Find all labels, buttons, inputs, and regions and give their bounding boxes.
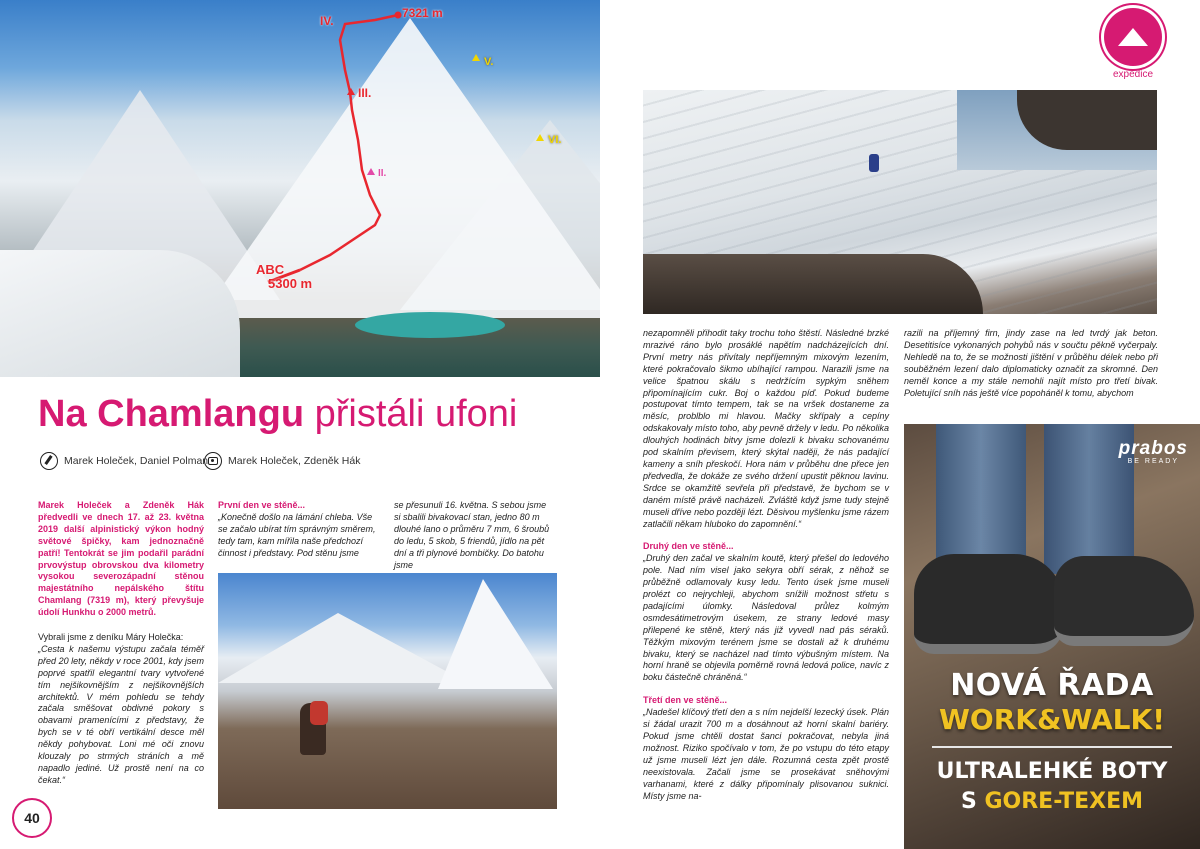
summit-altitude-label: 7321 m xyxy=(402,6,443,20)
rock-outcrop xyxy=(1017,90,1157,150)
ama-dablam-peak xyxy=(438,579,553,689)
day1-continued: nezapomněli přihodit taky trochu toho štěstí. Následné brzké mrazivé ráno bylo prosáklé napětím nadcházejících dní. První metry nás přivítaly nepříjemným mixovým lezením, které pokračovalo šikmo ubíhající rampou. Narazili jsme na velice špatnou skálu s nedržícím sypkým sněhem připomínajícím cukr. Boj o každou píď. Pokud budeme postupovat tímto tempem, tak se na vršek dostaneme za měsíc, problblo mi hlavou. Mačky skřípaly a cepíny odskakovaly místo toho, aby pevně držely v ledu. Po několika dlouhých hodinách bitvy jsme dolezli k bivaku schovanému pod skalním převisem, který skýtal naději, že nás padající kameny a sníh přeskočí. Hora nám v průběhu dne přece jen předvedla, že dokáže ze svého držení upustit pěknou lavinu. Srdce se okamžitě sevřela při představě, že bychom se v daném místě právě nacházeli. Zvláště když jsme tudy stejně museli dříve nebo později lézt. Děsivou myšlenku jsme rázem zatlačili někam hluboko do zapomnění.“ xyxy=(643,328,889,529)
camp-label-iv: IV. xyxy=(320,14,334,28)
pen-icon xyxy=(40,452,58,470)
right-column-2: razili na příjemný firn, jindy zase na led tvrdý jak beton. Desetitisíce vykonaných pohybů nás v součtu pěkně vyčerpaly. Nehledě na to, že se možnosti jištění v průběhu délek nebo při souběžném lezení dalo diplomaticky označit za skromné. Den neměl konce a my stále nemohli najít místo pro třetí bivak. Poletující sníh nás ještě více popoháněl k tomu, abychom xyxy=(904,328,1158,398)
approach-trek-photo xyxy=(218,573,557,809)
title-bold: Na Chamlangu xyxy=(38,393,305,435)
ad-subline-1: ULTRALEHKÉ BOTY xyxy=(936,759,1168,784)
author-credit xyxy=(40,452,208,470)
day3-text: „Nadešel klíčový třetí den a s ním nejdelší lezecký úsek. Plán si žádal urazit 700 m a dosáhnout až horní skalní bariéry. Pokud jsme chtěli dostat šanci pokračovat, nebyla jiná možnost. Riziko spočívalo v tom, že po vstupu do této etapy už jsme museli lézt jen dále. Rozumná cesta zpět prostě neexistovala. Začali jsme se prosekávat sněhovými varhanami, které z dálky připomínaly plisovanou suknici. Místy jsme na- xyxy=(643,707,889,801)
boot-left xyxy=(914,554,1064,654)
camp-label-v: V. xyxy=(484,56,494,68)
article-title xyxy=(38,394,598,434)
brand-name: prabos xyxy=(1118,438,1188,459)
hero-photo-chamlang xyxy=(0,0,600,377)
camp-label-ii: II. xyxy=(378,168,387,179)
day1-block xyxy=(218,500,380,560)
hiker-backpack xyxy=(310,701,328,725)
day1-heading: První den ve stěně... xyxy=(218,500,306,510)
abc-label: ABC xyxy=(256,262,285,277)
day3-heading: Třetí den ve stěně... xyxy=(643,695,728,706)
prabos-logo xyxy=(1119,438,1188,465)
day1-text: „Konečně došlo na lámání chleba. Vše se začalo ubírat tím správným směrem, tedy tam, kam mířila naše předchozí činnost i představy. Pod stěnu jsme xyxy=(218,511,376,558)
photo-credit xyxy=(204,452,360,470)
title-rest: přistáli ufoni xyxy=(314,393,518,435)
section-badge xyxy=(1104,8,1162,66)
ad-divider xyxy=(932,746,1172,748)
ad-subline-2-highlight: GORE-TEXEM xyxy=(984,789,1144,814)
diary-intro: Vybrali jsme z deníku Máry Holečka: xyxy=(38,632,184,642)
camp-marker-vi xyxy=(536,134,544,141)
ad-headline-2: WORK&WALK! xyxy=(939,703,1165,736)
prabos-advertisement xyxy=(904,424,1200,849)
right-column-1 xyxy=(643,328,889,802)
article-lead: Marek Holeček a Zdeněk Hák předvedli ve dnech 17. až 23. května 2019 další alpinistický výkon hodný světové špičky, kam jednoznačně patří! Tentokrát se jim podařil parádní prvovýstup obrovskou dva kilometry vysokou severozápadní stěnou majestátního nepálského štítu Chamlang (7319 m), který převyšuje údolí Hunkhu o 2000 metrů. xyxy=(38,500,204,618)
abc-altitude-label: 5300 m xyxy=(268,276,313,291)
camp-marker-v xyxy=(472,54,480,61)
route-line-overlay xyxy=(0,0,600,377)
section-label: expedice xyxy=(1112,69,1154,80)
ad-headline-1: NOVÁ ŘADA xyxy=(950,668,1154,703)
rock-foreground xyxy=(643,254,983,314)
climber-figure xyxy=(869,154,879,172)
page-number: 40 xyxy=(12,798,52,838)
tent-icon xyxy=(1118,28,1148,46)
ice-slope-photo xyxy=(643,90,1157,314)
photo-credit-text: Marek Holeček, Zdeněk Hák xyxy=(228,455,361,467)
camera-icon xyxy=(204,452,222,470)
camp-marker-ii xyxy=(367,168,375,175)
route-path xyxy=(300,15,398,270)
day2-text: „Druhý den začal ve skalním koutě, který přešel do ledového pole. Nad ním visel jako sekyra obří sérak, z něhož se průběžně odlamovaly kusy ledu. Tento úsek jsme museli prolézt co nejrychleji, abychom snížili možnost střetu s padajícími úlomky. Následoval průlez kolmým osmdesátimetrovým úsekem, ze strany ledové masy přilepené ke stěně, který nás již vyvedl nad pás séraků. Těžkým mixovým terénem jsme se dostali až k druhému bivaku, který se nacházel nad tímto výbušným místem. Na horní hraně se objevila poměrně rovná ledová police, navíc z boku částečně chráněná.“ xyxy=(643,553,889,683)
summit-marker xyxy=(395,12,402,19)
camp-label-vi: VI. xyxy=(548,134,562,146)
day2-heading: Druhý den ve stěně... xyxy=(643,541,734,552)
boot-right xyxy=(1054,556,1194,646)
leg-left xyxy=(936,424,1026,574)
ad-subline-2 xyxy=(904,788,1200,816)
ad-subline-2-prefix: S xyxy=(960,789,977,814)
author-credit-text: Marek Holeček, Daniel Polman xyxy=(64,455,209,467)
diary-para-1: „Cesta k našemu výstupu začala téměř před 20 lety, někdy v roce 2001, kdy jsem poprvé spatřil elegantní tvary vytvořené tím nejšikovnějším z nejšikovnějších architektů. V mém pohledu se tehdy začala směšovat obdivné pokory s obavami pramenícími z představy, že bych se v té obří vertikální desce měl někdy pohybovat. Loni mé oči znovu klouzaly po strmých stráních a mě napadlo jediné. Už prostě není na co čekat.“ xyxy=(38,643,204,785)
column-3-text: se přesunuli 16. května. S sebou jsme si sbalili bivakovací stan, jedno 80 m dlouhé lano o průměru 7 mm, 6 šroubů do ledu, 5 skob, 5 friendů, jídlo na pět dní a tři plynové bombičky. Do batohu jsme xyxy=(394,500,550,570)
article-intro-block xyxy=(38,632,204,787)
camp-label-iii: III. xyxy=(358,86,372,100)
ridge-shape xyxy=(218,613,468,683)
brand-tagline: BE READY xyxy=(1127,458,1180,465)
